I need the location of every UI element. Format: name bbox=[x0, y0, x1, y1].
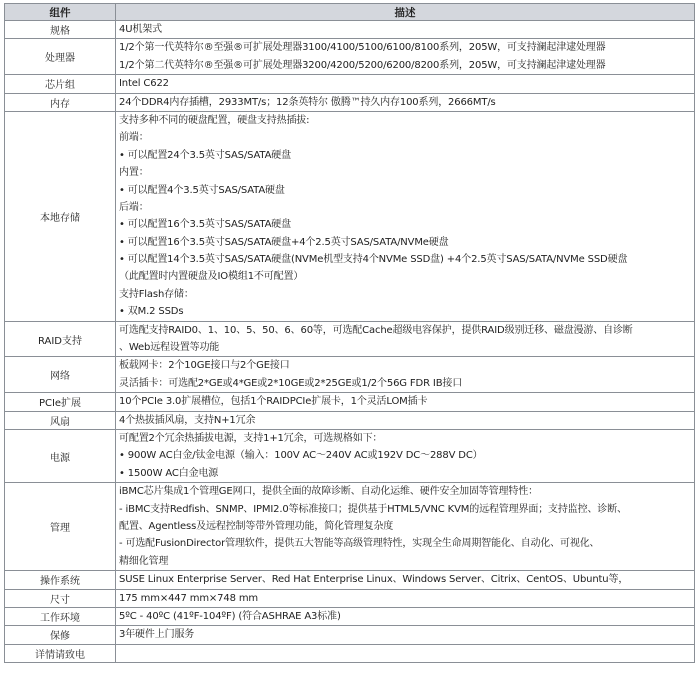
description-line bbox=[119, 645, 694, 662]
table-row bbox=[5, 75, 695, 93]
table-body bbox=[5, 21, 695, 663]
table-row bbox=[5, 589, 695, 607]
table-row bbox=[5, 483, 695, 571]
description-line: • 1500W AC白金电源 bbox=[119, 467, 219, 479]
description-line: • 可以配置14个3.5英寸SAS/SATA硬盘(NVMe机型支持4个NVMe SSD盘) +4个2.5英寸SAS/SATA/NVMe SSD硬盘 bbox=[119, 254, 628, 266]
description-line: • 双M.2 SSDs bbox=[119, 306, 184, 318]
row-label: 处理器 bbox=[5, 39, 116, 75]
description-line: - 可选配FusionDirector管理软件，提供五大智能等高级管理特性，实现全生命周期智能化、自动化、可视化、 bbox=[119, 538, 600, 550]
row-label: 详情请致电 bbox=[5, 644, 116, 662]
row-label: 保修 bbox=[5, 626, 116, 644]
description-line: 精细化管理 bbox=[119, 555, 169, 567]
description-line: 后端： bbox=[119, 201, 149, 213]
description-line: 支持多种不同的硬盘配置，硬盘支持热插拔: bbox=[119, 114, 310, 126]
description-line: • 可以配置16个3.5英寸SAS/SATA硬盘+4个2.5英寸SAS/SATA/NVMe硬盘 bbox=[119, 236, 449, 248]
description-line: （此配置时内置硬盘及IO模组1不可配置） bbox=[119, 271, 304, 283]
row-description bbox=[116, 21, 695, 39]
table-header-row bbox=[5, 4, 695, 21]
row-label: 操作系统 bbox=[5, 571, 116, 589]
row-label: 网络 bbox=[5, 357, 116, 393]
description-line: 5ºC - 40ºC (41ºF-104ºF) (符合ASHRAE A3标准) bbox=[119, 610, 341, 622]
row-description bbox=[116, 75, 695, 93]
description-line: 4U机架式 bbox=[119, 24, 162, 35]
description-line: 可选配支持RAID0、1、10、5、50、6、60等，可选配Cache超级电容保护，提供RAID级别迁移、磁盘漫游、自诊断 bbox=[119, 324, 633, 336]
row-label: PCIe扩展 bbox=[5, 393, 116, 411]
row-label: RAID支持 bbox=[5, 321, 116, 357]
row-description bbox=[116, 93, 695, 111]
description-line: 可配置2个冗余热插拔电源，支持1+1冗余，可选规格如下： bbox=[119, 432, 383, 444]
row-description bbox=[116, 411, 695, 429]
row-label: 尺寸 bbox=[5, 589, 116, 607]
row-label: 管理 bbox=[5, 483, 116, 571]
row-description bbox=[116, 483, 695, 571]
table-row bbox=[5, 93, 695, 111]
column-header-component: 组件 bbox=[5, 4, 116, 21]
description-line: Intel C622 bbox=[119, 78, 169, 90]
column-header-description: 描述 bbox=[116, 4, 695, 21]
description-line: 1/2个第二代英特尔®至强®可扩展处理器3200/4200/5200/6200/8200系列，205W，可支持澜起津逮处理器 bbox=[119, 59, 606, 71]
row-label: 芯片组 bbox=[5, 75, 116, 93]
description-line: • 可以配置24个3.5英寸SAS/SATA硬盘 bbox=[119, 149, 291, 161]
row-description bbox=[116, 39, 695, 75]
table-row bbox=[5, 321, 695, 357]
description-line: 板载网卡：2个10GE接口与2个GE接口 bbox=[119, 360, 290, 372]
table-row bbox=[5, 411, 695, 429]
row-description bbox=[116, 393, 695, 411]
description-line: 、Web远程设置等功能 bbox=[119, 342, 220, 354]
row-label: 规格 bbox=[5, 21, 116, 39]
row-label: 内存 bbox=[5, 93, 116, 111]
description-line: 前端： bbox=[119, 132, 149, 144]
table-row bbox=[5, 39, 695, 75]
description-line: 4个热拔插风扇，支持N+1冗余 bbox=[119, 414, 256, 426]
table-row bbox=[5, 607, 695, 625]
spec-table bbox=[4, 3, 695, 663]
row-label: 风扇 bbox=[5, 411, 116, 429]
description-line: iBMC芯片集成1个管理GE网口，提供全面的故障诊断、自动化运维、硬件安全加固等管理特性： bbox=[119, 486, 538, 498]
description-line: - iBMC支持Redfish、SNMP、IPMI2.0等标准接口；提供基于HTML5/VNC KVM的远程管理界面；支持监控、诊断、 bbox=[119, 503, 627, 515]
table-row bbox=[5, 626, 695, 644]
table-row bbox=[5, 429, 695, 482]
row-description bbox=[116, 571, 695, 589]
row-description bbox=[116, 644, 695, 662]
description-line: 175 mm×447 mm×748 mm bbox=[119, 592, 259, 604]
row-description bbox=[116, 429, 695, 482]
table-row bbox=[5, 21, 695, 39]
row-description bbox=[116, 357, 695, 393]
description-line: 灵活插卡：可选配2*GE或4*GE或2*10GE或2*25GE或1/2个56G FDR IB接口 bbox=[119, 377, 463, 389]
table-row bbox=[5, 111, 695, 321]
description-line: SUSE Linux Enterprise Server、Red Hat Enterprise Linux、Windows Server、Citrix、CentOS、Ubuntu等， bbox=[119, 574, 629, 586]
table-row bbox=[5, 571, 695, 589]
description-line: 1/2个第一代英特尔®至强®可扩展处理器3100/4100/5100/6100/8100系列，205W，可支持澜起津逮处理器 bbox=[119, 42, 606, 54]
description-line: • 可以配置16个3.5英寸SAS/SATA硬盘 bbox=[119, 219, 291, 231]
description-line: 24个DDR4内存插槽，2933MT/s；12条英特尔 傲腾™持久内存100系列，2666MT/s bbox=[119, 96, 496, 108]
row-description bbox=[116, 607, 695, 625]
table-row bbox=[5, 393, 695, 411]
row-label: 本地存储 bbox=[5, 111, 116, 321]
row-description bbox=[116, 111, 695, 321]
row-description bbox=[116, 321, 695, 357]
description-line: 3年硬件上门服务 bbox=[119, 629, 195, 641]
row-label: 工作环境 bbox=[5, 607, 116, 625]
description-line: 10个PCIe 3.0扩展槽位，包括1个RAIDPCIe扩展卡，1个灵活LOM插卡 bbox=[119, 396, 428, 408]
row-description bbox=[116, 589, 695, 607]
row-label: 电源 bbox=[5, 429, 116, 482]
description-line: 内置： bbox=[119, 167, 149, 179]
description-line: • 可以配置4个3.5英寸SAS/SATA硬盘 bbox=[119, 184, 285, 196]
description-line: 支持Flash存储： bbox=[119, 288, 194, 300]
table-row bbox=[5, 644, 695, 662]
row-description bbox=[116, 626, 695, 644]
spec-table-container bbox=[4, 3, 694, 663]
description-line: 配置、Agentless及远程控制等带外管理功能，简化管理复杂度 bbox=[119, 520, 394, 532]
table-row bbox=[5, 357, 695, 393]
description-line: • 900W AC白金/钛金电源（输入：100V AC～240V AC或192V DC～288V DC） bbox=[119, 450, 483, 462]
